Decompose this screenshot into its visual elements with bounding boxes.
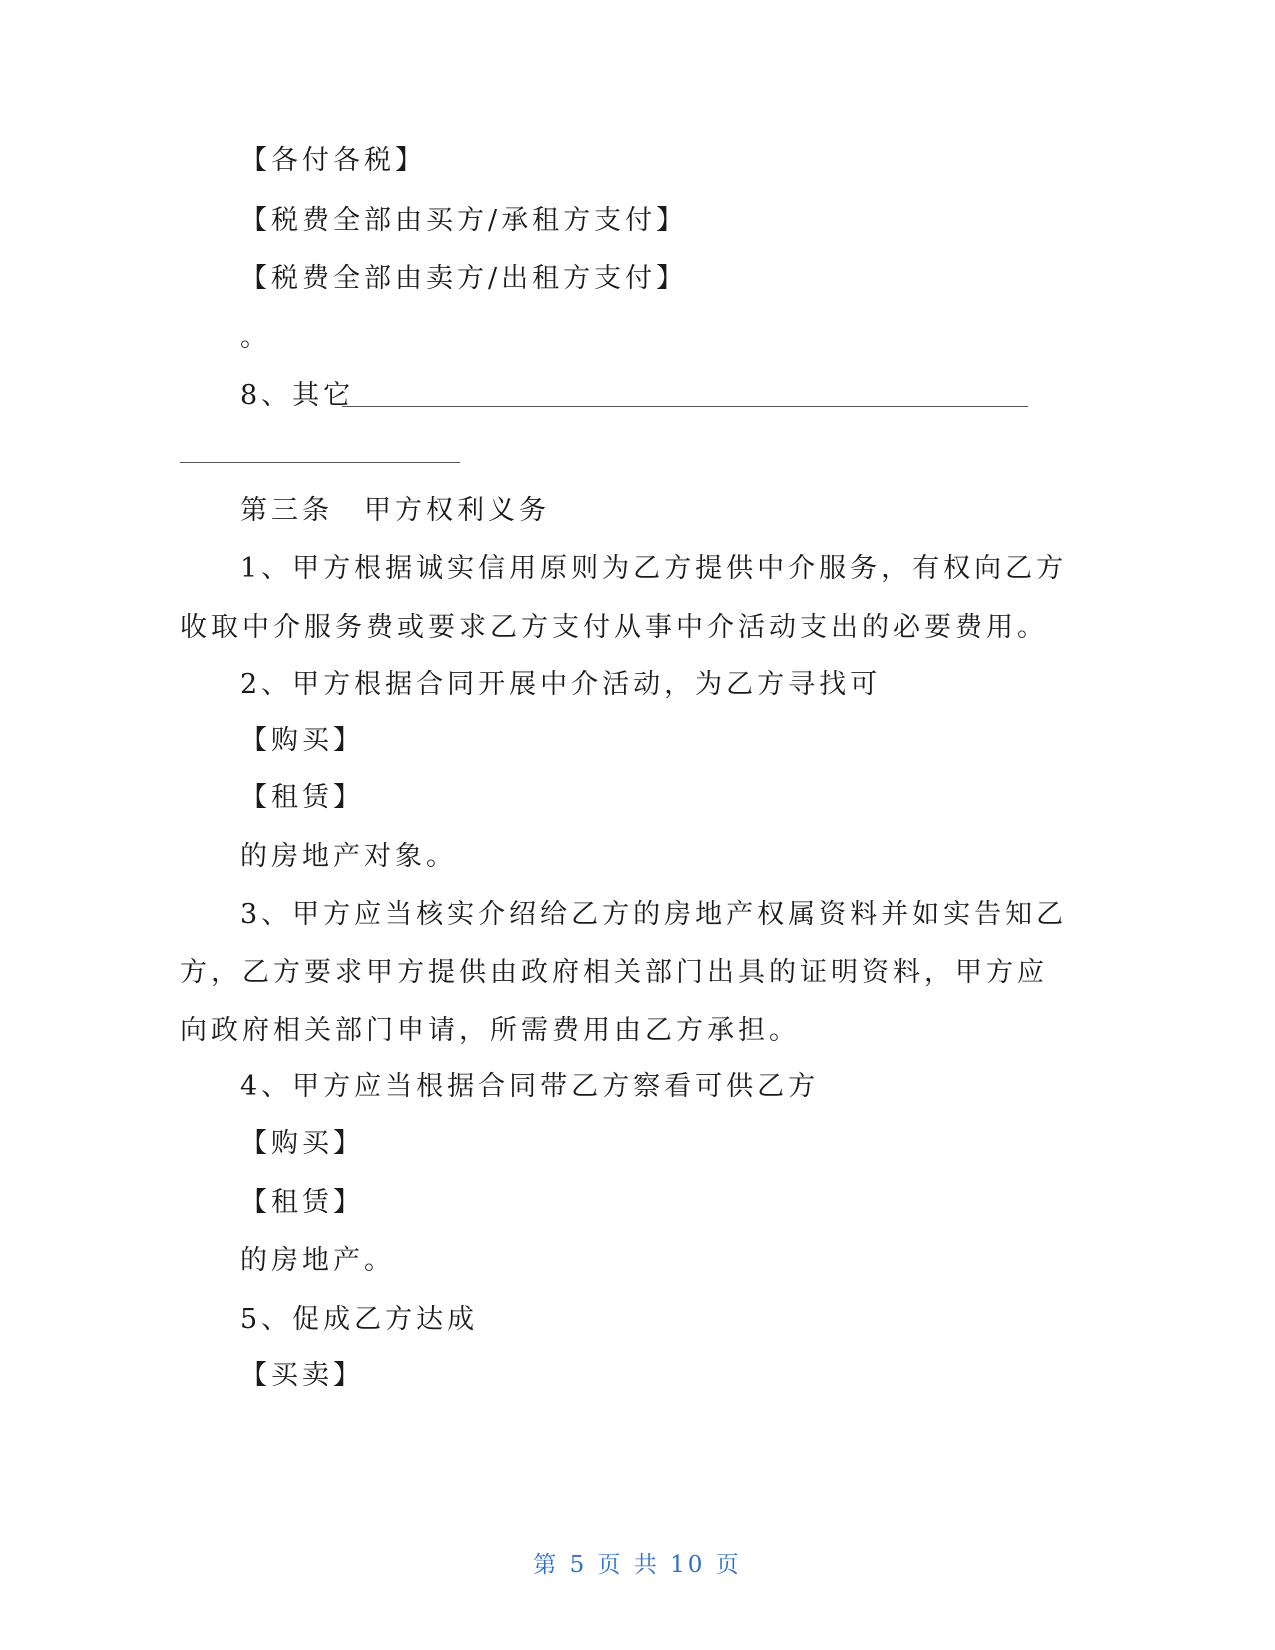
clause-4-end: 的房地产。 (240, 1245, 395, 1276)
option-lease-2: 【租赁】 (240, 1187, 364, 1218)
option-lease: 【租赁】 (240, 782, 364, 813)
fill-in-blank-line-continued (180, 462, 460, 463)
clause-3-line-1: 3、甲方应当核实介绍给乙方的房地产权属资料并如实告知乙 (240, 899, 1068, 930)
option-purchase: 【购买】 (240, 725, 364, 756)
clause-1-line-1: 1、甲方根据诚实信用原则为乙方提供中介服务，有权向乙方 (240, 553, 1068, 584)
option-tax-seller-pays: 【税费全部由卖方/出租方支付】 (240, 263, 688, 294)
option-tax-each-pays: 【各付各税】 (240, 145, 426, 176)
fill-in-blank-line (342, 406, 1028, 407)
clause-8-other: 8、其它 (240, 380, 355, 411)
option-purchase-2: 【购买】 (240, 1128, 364, 1159)
clause-3-line-3: 向政府相关部门申请，所需费用由乙方承担。 (180, 1015, 800, 1046)
option-tax-buyer-pays: 【税费全部由买方/承租方支付】 (240, 205, 688, 236)
page-number-footer: 第 5 页 共 10 页 (533, 1552, 742, 1578)
clause-1-line-2: 收取中介服务费或要求乙方支付从事中介活动支出的必要费用。 (180, 612, 1048, 643)
sentence-end-mark: 。 (240, 322, 271, 353)
article-3-heading: 第三条 甲方权利义务 (240, 495, 550, 526)
clause-5: 5、促成乙方达成 (240, 1304, 479, 1335)
clause-2: 2、甲方根据合同开展中介活动，为乙方寻找可 (240, 669, 882, 700)
clause-3-line-2: 方，乙方要求甲方提供由政府相关部门出具的证明资料，甲方应 (180, 957, 1048, 988)
option-sale: 【买卖】 (240, 1360, 364, 1391)
clause-2-end: 的房地产对象。 (240, 841, 457, 872)
clause-4: 4、甲方应当根据合同带乙方察看可供乙方 (240, 1071, 820, 1102)
